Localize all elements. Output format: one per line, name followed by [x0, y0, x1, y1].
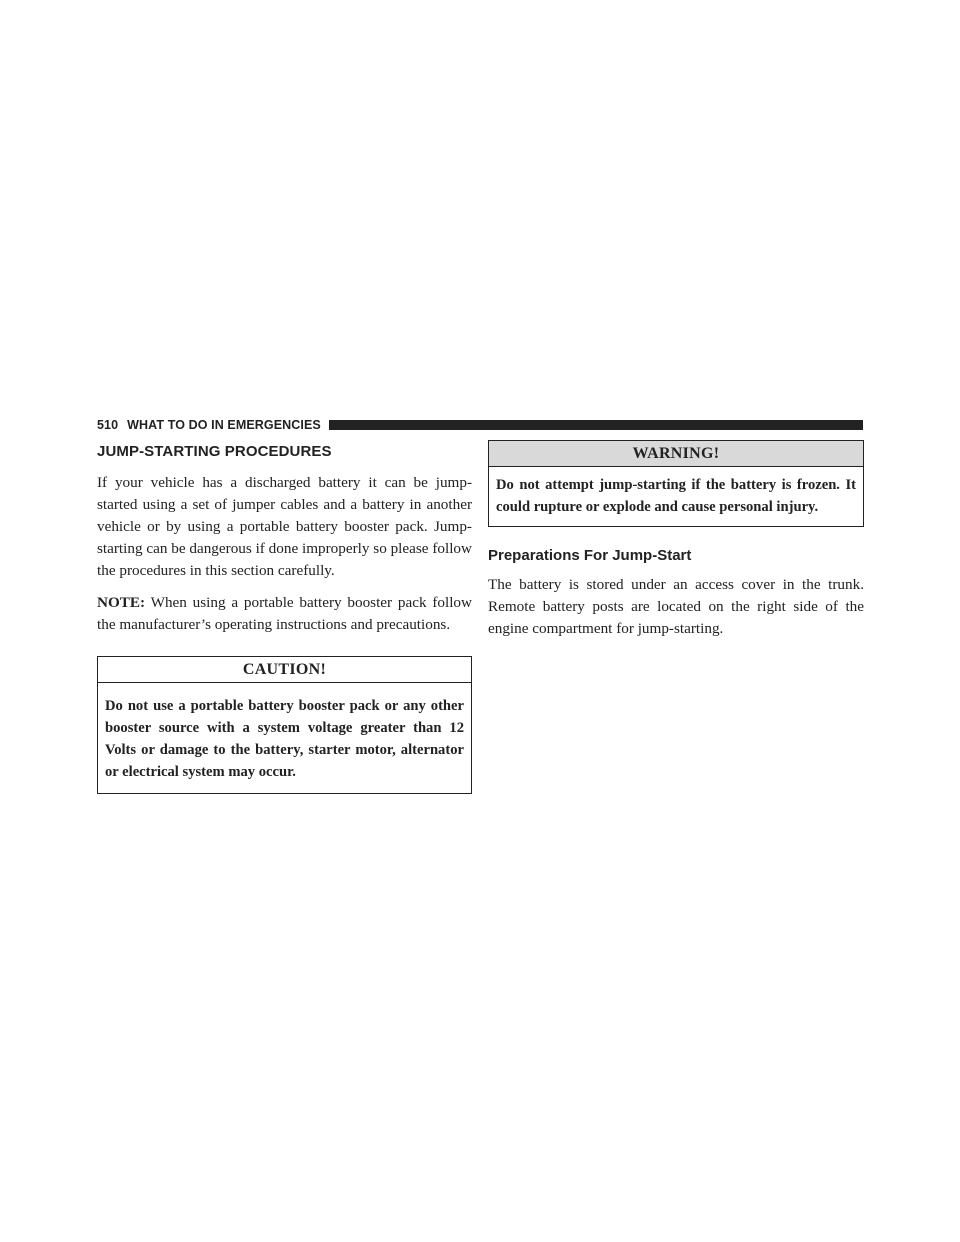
- running-head: [97, 418, 863, 432]
- section-name: WHAT TO DO IN EMERGENCIES: [127, 418, 321, 432]
- note-label: NOTE:: [97, 594, 146, 611]
- warning-box: [488, 440, 864, 527]
- note-paragraph: [97, 592, 472, 636]
- caution-text: Do not use a portable battery booster pack or any other booster source with a system voltage greater than 12 Volts or damage to the battery, starter motor, alternator or electrical system may occur.: [105, 698, 464, 780]
- right-column: [488, 440, 864, 650]
- warning-heading: WARNING!: [489, 441, 863, 467]
- caution-heading: CAUTION!: [98, 657, 471, 683]
- warning-text: Do not attempt jump-starting if the battery is frozen. It could rupture or explode and cause personal injury.: [496, 477, 856, 515]
- section-title: JUMP-STARTING PROCEDURES: [97, 443, 332, 460]
- note-text: When using a portable battery booster pack follow the manufacturer’s operating instructions and precautions.: [97, 594, 472, 633]
- intro-paragraph: If your vehicle has a discharged battery it can be jump-started using a set of jumper cables and a battery in another vehicle or by using a portable battery booster pack. Jump-starting can be dangerous if done improperly so please follow the procedures in this section carefully.: [97, 474, 472, 579]
- subsection-title: Preparations For Jump-Start: [488, 547, 692, 564]
- preparations-paragraph: The battery is stored under an access cover in the trunk. Remote battery posts are located on the right side of the engine compartment for jump-starting.: [488, 576, 864, 637]
- header-rule: [329, 420, 863, 430]
- caution-box: [97, 656, 472, 794]
- page-number: 510: [97, 418, 119, 432]
- left-column: [97, 440, 472, 794]
